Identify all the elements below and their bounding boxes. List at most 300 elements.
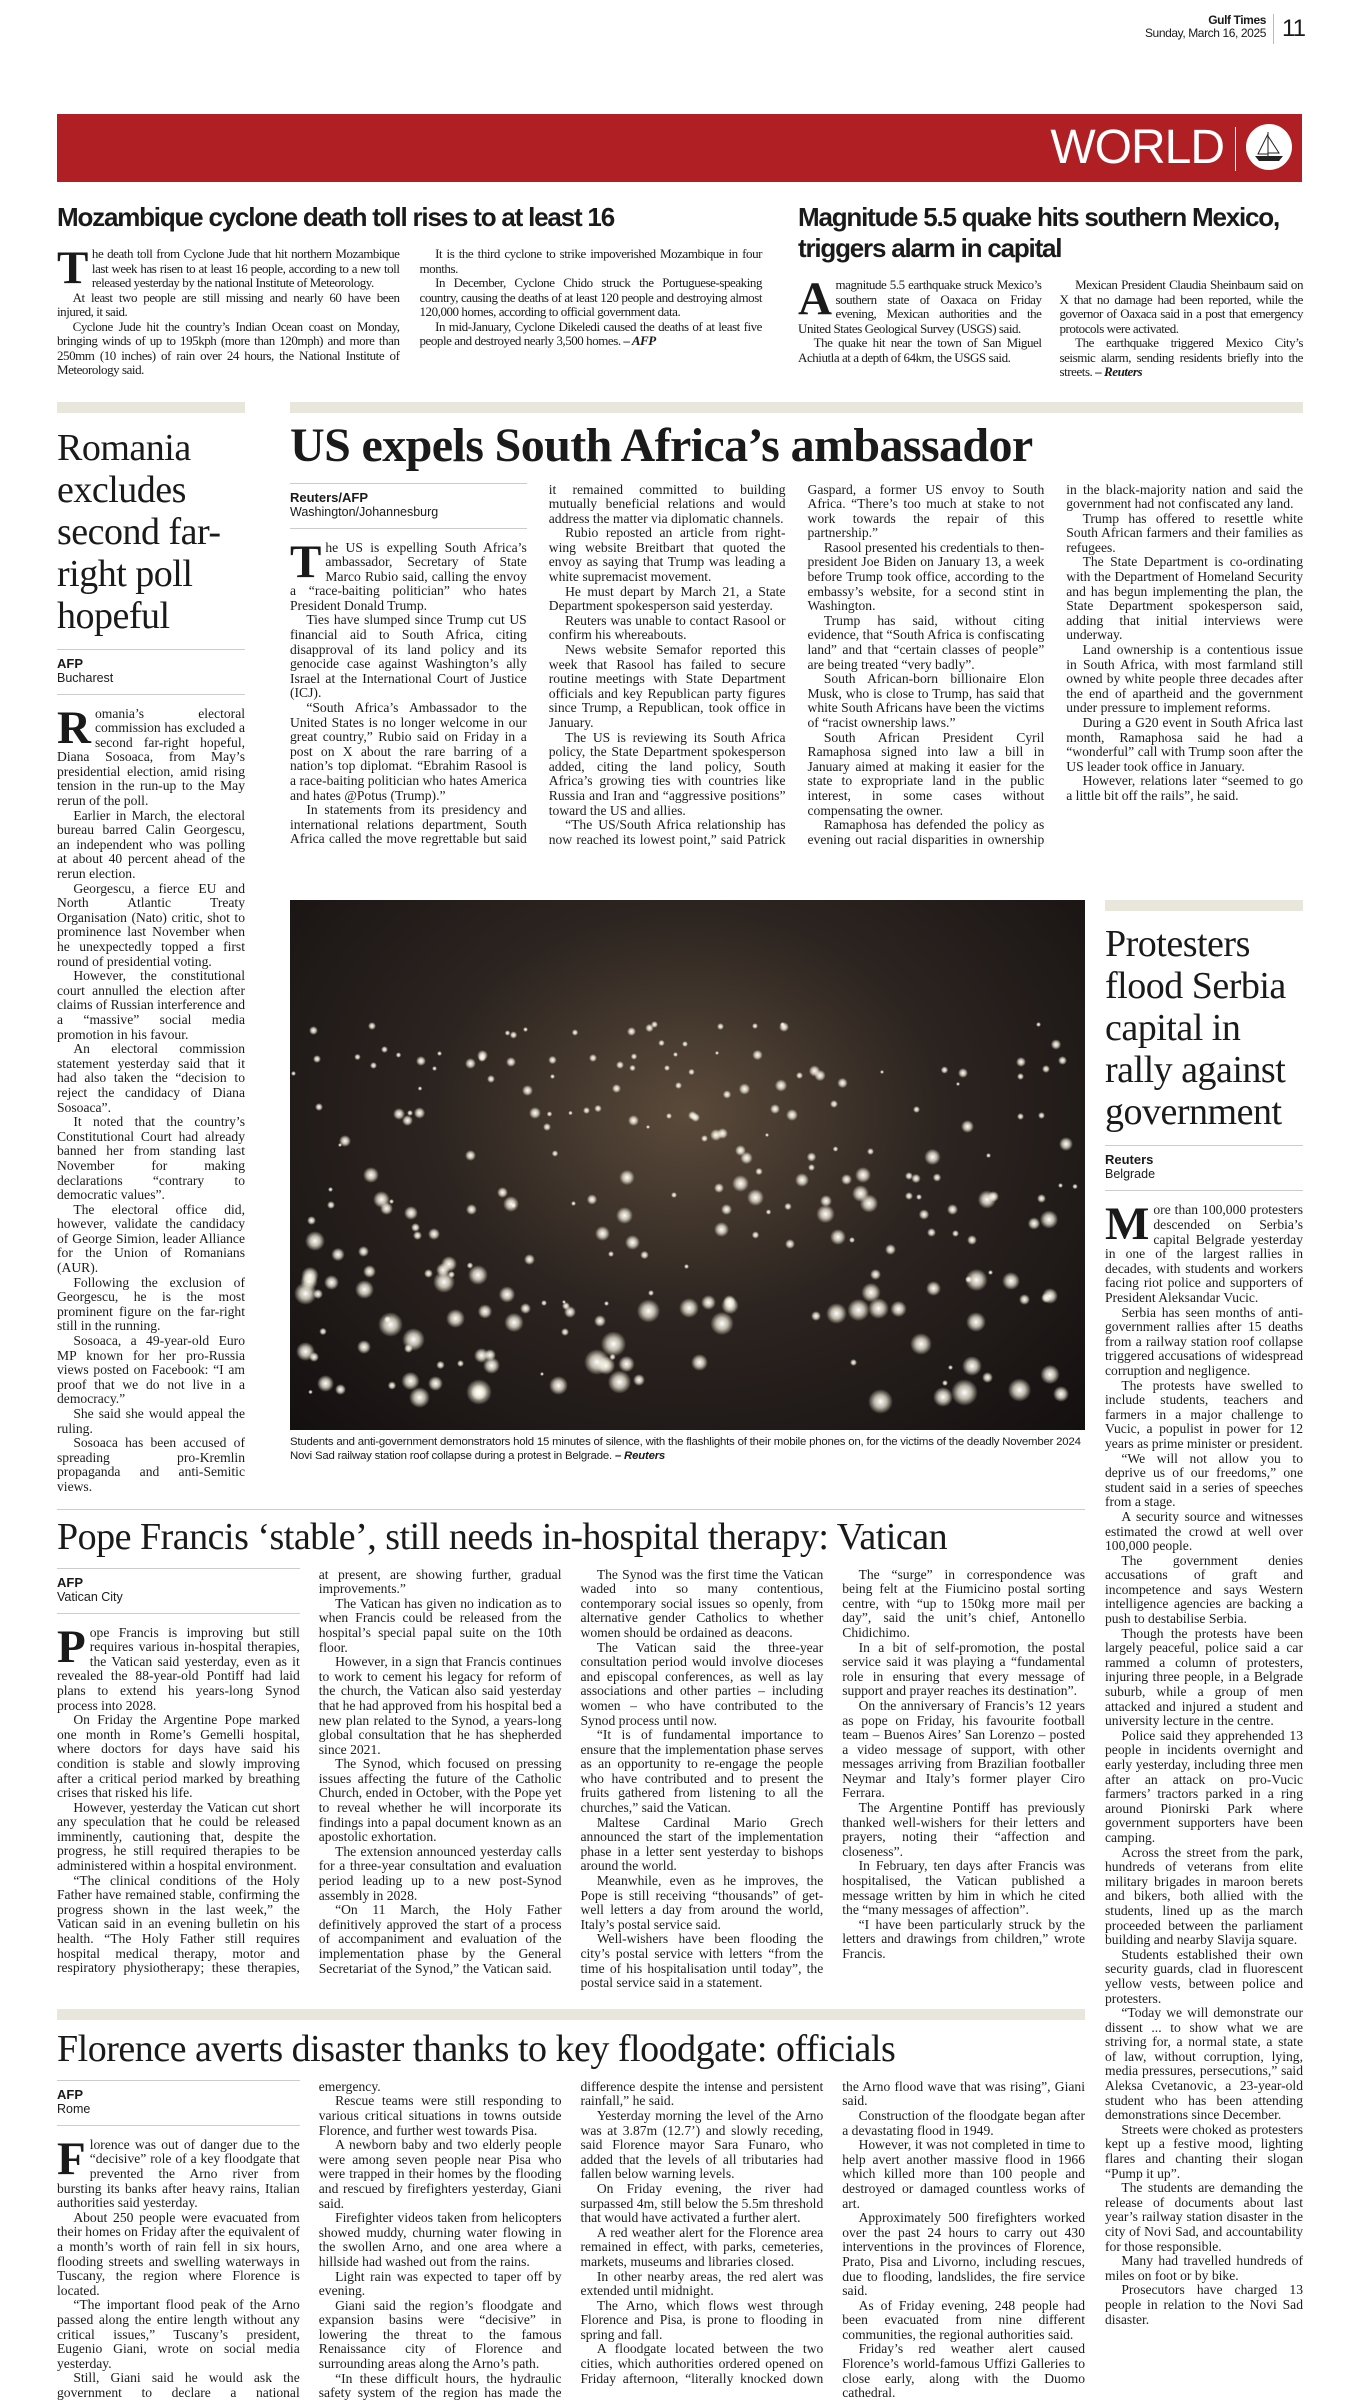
paragraph — [1066, 512, 1303, 556]
paragraph — [842, 1568, 1085, 1641]
phone-light — [675, 1082, 682, 1089]
phone-light — [952, 1230, 959, 1237]
paragraph-text: “South Africa’s Ambassador to the United States is no longer welcome in our great country,” Rubio said on Friday in a post on X about the rare barring of a nation’s top diplomat. “Ebrahim Rasool is a race-baiting politician who hates America and hates @Potus (Trump).” — [290, 700, 527, 803]
paragraph — [57, 320, 400, 378]
paragraph — [57, 2211, 300, 2299]
paragraph-text: The death toll from Cyclone Jude that hit northern Mozambique last week has risen to at least 16 people, according to a new toll released yesterday by the national Institute of Meteorology. — [57, 242, 400, 294]
paragraph — [319, 1845, 562, 1903]
phone-light — [633, 1374, 645, 1386]
paragraph-text: Giani said the region’s floodgate and expansion basins were “decisive” in lowering the threat to the famous Renaissance city of Florence and surrounding areas along the Arno’s path. — [318, 2297, 562, 2372]
paragraph — [1060, 278, 1304, 336]
phone-light — [522, 1085, 532, 1095]
paragraph-text: Rubio reposted an article from right-wing website Breitbart that quoted the envoy as saying that Trump was leading a white supremacist movement. — [548, 525, 786, 585]
divider — [57, 1509, 1085, 1510]
phone-light — [608, 1251, 614, 1257]
phone-light — [466, 1379, 492, 1405]
phone-light — [795, 1173, 809, 1187]
phone-light — [1028, 1217, 1041, 1230]
phone-light — [396, 1052, 402, 1058]
paragraph-text: Ramaphosa has defended the policy as evening out racial disparities in ownership in the black-majority nation and said the government had not confiscated any land. — [807, 481, 1303, 847]
phone-light — [313, 1055, 321, 1063]
headline-pope: Pope Francis ‘stable’, still needs in-hospital therapy: Vatican — [57, 1515, 948, 1558]
phone-light — [688, 1069, 695, 1076]
agency: Reuters — [1105, 1152, 1154, 1168]
phone-light — [627, 1027, 636, 1036]
paragraph-text: Cyclone Jude hit the country’s Indian Ocean coast on Monday, bringing winds of up to 195kph (more than 120mph) and more than 250mm (10 inches) of rain over 24 hours, the National Institute of Meteorology said. — [57, 318, 400, 377]
caption-text: Students and anti-government demonstrators hold 15 minutes of silence, with the flashlights of their mobile phones on, for the victims of the deadly November 2024 Novi Sad railway station roof collapse during a protest in Belgrade. — [290, 1436, 1081, 1463]
phone-light — [418, 1086, 423, 1091]
paragraph — [842, 2342, 1085, 2400]
story-mexico — [798, 202, 1303, 380]
phone-light — [466, 1204, 477, 1215]
phone-light — [388, 1381, 396, 1389]
phone-light — [478, 1054, 486, 1062]
phone-light — [651, 1021, 658, 1028]
phone-light — [870, 1269, 881, 1280]
paragraph-text: On the anniversary of Francis’s 12 years as pope on Friday, his favourite football team – Buenos Aires’ San Lorenzo – posted a video message of support, with other messages arriving from Brazilian footballer Neymar and Italy’s former player Ciro Ferrara. — [842, 1697, 1085, 1801]
phone-light — [682, 1041, 688, 1047]
paragraph-text: “I have been particularly struck by the letters and drawings from children,” wrote Francis. — [842, 1916, 1085, 1961]
phone-light — [616, 1061, 624, 1069]
phone-light — [1042, 1288, 1058, 1304]
phone-light — [721, 1204, 732, 1215]
phone-light — [941, 1066, 948, 1073]
paragraph — [57, 701, 245, 809]
paragraph-text: Florence was out of danger due to the “decisive” role of a key floodgate that prevented the Arno river from bursting its banks after heavy rains, Italian authorities said yesterday. — [57, 2132, 300, 2211]
paragraph-text: The “surge” in correspondence was being felt at the Fiumicino postal sorting centre, with “up to 150kg more mail per day”, said the unit’s chief, Antonello Chidichimo. — [842, 1566, 1085, 1640]
paragraph-text: “On 11 March, the Holy Father definitively approved the start of a process of accompaniment and evaluation of the implementation phase by the General Secretariat of the Synod,” the Vatican said. — [318, 1902, 562, 1976]
phone-light — [524, 1254, 535, 1265]
paragraph — [57, 2132, 300, 2211]
paragraph-text: Maltese Cardinal Mario Grech announced the start of the implementation phase in a letter sent yesterday to bishops around the world. — [580, 1814, 824, 1874]
phone-light — [1038, 1112, 1045, 1119]
phone-light — [1037, 1194, 1045, 1202]
phone-light — [357, 1340, 371, 1354]
paragraph — [842, 2211, 1085, 2299]
paragraph-text: The electoral office did, however, validate the candidacy of George Simion, leader Alliance for the Union of Romanians (AUR). — [57, 1201, 245, 1276]
phone-light — [612, 1084, 621, 1093]
phone-light — [947, 1204, 958, 1215]
phone-light — [732, 1175, 749, 1192]
paragraph — [57, 969, 245, 1042]
paragraph — [1105, 1948, 1303, 2006]
phone-light — [786, 1109, 798, 1121]
paragraph-text: It is the third cyclone to strike impoverished Mozambique in four months. — [419, 246, 762, 276]
phone-light — [568, 1111, 573, 1116]
phone-light — [775, 1079, 788, 1092]
paragraph-text: The Synod, which focused on pressing issues affecting the future of the Catholic Church, ended in October, with the Pope yet to reveal whether he will incorporate its findings into a papal document known as an apostolic exhortation. — [318, 1756, 562, 1845]
phone-light — [378, 1312, 403, 1337]
paragraph — [549, 526, 786, 584]
phone-light — [358, 1246, 369, 1257]
byline — [57, 2080, 300, 2126]
photo-block — [290, 900, 1085, 1463]
phone-light — [717, 1023, 724, 1030]
phone-light — [967, 1235, 977, 1245]
paragraph-text: Earlier in March, the electoral bureau barred Calin Georgescu, an independent who was polling at about 40 percent ahead of the rerun election. — [57, 807, 245, 882]
paragraph-text: Rasool presented his credentials to then-president Joe Biden on January 13, a week before Trump took office, according to the embassy’s website, for a second stint in Washington. — [807, 539, 1045, 614]
phone-light — [368, 1022, 376, 1030]
paragraph-text: However, it was not completed in time to help avert another massive flood in 1966 which killed more than 100 people and destroyed or damaged countless works of art. — [842, 2137, 1085, 2211]
phone-light — [1059, 1137, 1073, 1151]
divider-bar — [290, 402, 1303, 413]
paragraph-text: Trump has offered to resettle white South African farmers and their families as refugees. — [1066, 510, 1303, 555]
phone-light — [691, 1354, 708, 1371]
paragraph-text: Across the street from the park, hundreds of veterans from elite military brigades in maroon berets and bikers, both allied with the students, lined up as the march proceeded between the parliament building and nearby Slavija square. — [1105, 1844, 1303, 1948]
phone-light — [679, 1298, 699, 1318]
phone-light — [628, 1115, 639, 1126]
phone-light — [335, 1384, 346, 1395]
paragraph — [1105, 2006, 1303, 2123]
paragraph — [1105, 2254, 1303, 2283]
phone-light — [583, 1107, 590, 1114]
phone-light — [691, 1113, 699, 1121]
byline — [57, 1568, 300, 1614]
paragraph — [1105, 1198, 1303, 1306]
article-romania — [57, 649, 245, 1495]
article-us-south-africa — [290, 483, 1303, 848]
phone-light — [1017, 1073, 1024, 1080]
phone-light — [826, 1303, 847, 1324]
phone-light — [595, 1226, 610, 1241]
phone-light — [833, 1146, 838, 1151]
phone-light — [1058, 1056, 1067, 1065]
headline-mexico: Magnitude 5.5 quake hits southern Mexico, triggers alarm in capital — [798, 202, 1280, 263]
phone-light — [664, 1065, 670, 1071]
phone-light — [988, 1191, 1000, 1203]
phone-light — [747, 1189, 764, 1206]
paragraph-text: She said she would appeal the ruling. — [57, 1406, 245, 1436]
phone-light — [465, 1150, 476, 1161]
paragraph-text: Approximately 500 firefighters worked over the past 24 hours to carry out 430 interventions in the provinces of Florence, Prato, Pisa and Livorno, including rescues, due to flooding, landslides, the fire service said. — [842, 2210, 1085, 2299]
phone-light — [506, 1057, 516, 1067]
story-serbia — [1105, 900, 1303, 2327]
article-credit: – Reuters — [1095, 364, 1143, 379]
dateline: Bucharest — [57, 670, 114, 685]
paragraph — [581, 1728, 824, 1816]
agency: Reuters/AFP — [290, 489, 369, 505]
phone-light — [951, 1379, 978, 1406]
phone-light — [814, 1070, 825, 1081]
paragraph — [581, 1568, 824, 1641]
phone-light — [910, 1333, 932, 1355]
issue-date: Sunday, March 16, 2025 — [1144, 25, 1266, 40]
paragraph-text: A red weather alert for the Florence area remained in effect, with parks, cemeteries, markets, museums and libraries closed. — [580, 2224, 824, 2269]
phone-light — [503, 1196, 518, 1211]
paragraph — [57, 1203, 245, 1276]
byline — [57, 649, 245, 695]
paragraph-text: Serbia has seen months of anti-government rallies after 15 deaths from a railway station roof collapse triggered accusations of widespread corruption and negligence. — [1105, 1304, 1303, 1378]
paragraph — [57, 1042, 245, 1115]
paragraph-text: However, in a sign that Francis continues to work to cement his legacy for reform of the church, the Vatican also said yesterday that he had approved from his hospital bed a new plan related to the Synod, a years-long global consultation that he has shepherded since 2021. — [318, 1654, 562, 1757]
paragraph-text: A security source and witnesses estimated the crowd at well over 100,000 people. — [1105, 1508, 1303, 1554]
phone-light — [363, 1265, 376, 1278]
phone-light — [446, 1309, 465, 1328]
paragraph — [808, 731, 1045, 819]
phone-light — [1036, 1022, 1041, 1027]
paragraph-text: The US is reviewing its South Africa policy, the State Department spokesperson added, citing the land policy, South Africa’s growing ties with countries like Russia and Iran and “aggressive positions” toward the US and allies. — [548, 729, 786, 818]
paragraph — [1105, 1510, 1303, 1554]
story-romania — [57, 402, 245, 1495]
phone-light — [317, 1375, 334, 1392]
paragraph — [842, 1641, 1085, 1699]
phone-light — [389, 1199, 394, 1204]
phone-light — [572, 1029, 578, 1035]
divider-bar — [1105, 900, 1303, 911]
phone-light — [916, 1194, 922, 1200]
phone-light — [880, 1070, 884, 1074]
phone-light — [296, 1342, 315, 1361]
masthead — [1145, 14, 1266, 39]
phone-light — [808, 1164, 815, 1171]
phone-light — [354, 1054, 361, 1061]
dateline: Vatican City — [57, 1589, 123, 1604]
phone-light — [616, 1207, 633, 1224]
paragraph-text: In other nearby areas, the red alert was extended until midnight. — [580, 2268, 824, 2299]
story-mozambique — [57, 202, 762, 378]
paragraph — [808, 614, 1045, 672]
paragraph — [1066, 716, 1303, 774]
paragraph — [549, 643, 786, 731]
paragraph-text: On Friday the Argentine Pope marked one month in Rome’s Gemelli hospital, where doctors for days have said his condition is stable and slowly improving after a critical period marked by breathing crises that risked his life. — [57, 1712, 300, 1801]
phone-light — [552, 1150, 559, 1157]
paragraph — [808, 672, 1045, 730]
phone-light — [594, 1315, 605, 1326]
paragraph-text: “Today we will demonstrate our dissent ... to show what we are striving for, a normal state, a state of law, without corruption, lying, media pressures, persecutions,” said Aleksa Cvetanovic, a 23-year-old student who has been attending demonstrations since December. — [1105, 2005, 1303, 2123]
paragraph-text: Sosoaca, a 49-year-old Euro MP known for her pro-Russia views posted on Facebook: “I am proof that we do not live in a democracy.” — [57, 1333, 245, 1407]
article-credit: – AFP — [623, 333, 656, 348]
phone-light — [684, 1264, 689, 1269]
phone-light — [404, 1206, 418, 1220]
paragraph-text: The earthquake triggered Mexico City’s seismic alarm, sending residents briefly into the streets. — [1059, 335, 1303, 379]
article-text — [57, 701, 245, 1495]
paragraph-text: In February, ten days after Francis was hospitalised, the Vatican published a message written by him in which he cited the “many messages of affection”. — [842, 1858, 1085, 1918]
phone-light — [540, 1372, 544, 1376]
paragraph — [842, 2299, 1085, 2343]
phone-light — [723, 1090, 731, 1098]
main-grid — [57, 402, 1303, 2401]
phone-light — [717, 1128, 728, 1139]
paragraph-text: The Argentine Pontiff has previously thanked well-wishers for their letters and prayers, noting their “affection and closeness”. — [842, 1800, 1085, 1859]
phone-light — [629, 1065, 636, 1072]
phone-light — [436, 1361, 444, 1369]
phone-light — [752, 1231, 760, 1239]
article-serbia — [1105, 1145, 1303, 2327]
paragraph-text: More than 100,000 protesters descended on Serbia’s capital Belgrade yesterday in one of the largest rallies in decades, with students and workers facing riot police and supporters of President Aleksandar Vucic. — [1105, 1198, 1303, 1306]
page-content — [57, 202, 1303, 2401]
phone-light — [740, 1152, 753, 1165]
phone-light — [1051, 1039, 1062, 1050]
paragraph-text: Sosoaca has been accused of spreading pro-Kremlin propaganda and anti-Semitic views. — [57, 1435, 245, 1494]
paragraph-text: The Arno, which flows west through Florence and Pisa, is prone to flooding in spring and fall. — [580, 2297, 824, 2342]
phone-light — [437, 1051, 442, 1056]
phone-light — [961, 1120, 974, 1133]
phone-light — [402, 1115, 413, 1126]
paragraph — [1105, 1627, 1303, 1729]
paragraph-text: However, relations later “seemed to go a little bit off the rails”, he said. — [1066, 773, 1303, 803]
phone-light — [1053, 1386, 1069, 1402]
paragraph — [57, 1334, 245, 1407]
paragraph — [319, 2094, 562, 2138]
phone-light — [401, 1372, 420, 1391]
paragraph-text: Construction of the floodgate began after a devastating flood in 1949. — [842, 2107, 1085, 2138]
paragraph — [842, 2138, 1085, 2211]
phone-light — [811, 1311, 821, 1321]
paragraph — [290, 613, 527, 701]
paragraph — [57, 1620, 300, 1714]
paragraph-text: Georgescu, a fierce EU and North Atlantic Treaty Organisation (Nato) critic, shot to prominence last November when he unexpectedly topped a first round of presidential voting. — [57, 880, 245, 969]
phone-light — [986, 1153, 991, 1158]
phone-light — [988, 1270, 993, 1275]
paragraph — [1105, 1379, 1303, 1452]
paragraph — [842, 1801, 1085, 1859]
paragraph — [842, 1699, 1085, 1801]
phone-light — [933, 1387, 953, 1407]
phone-light — [646, 1125, 650, 1129]
paragraph — [581, 2109, 824, 2182]
phone-light — [861, 1283, 880, 1302]
paragraph-text: Amagnitude 5.5 earthquake struck Mexico’s southern state of Oaxaca on Friday evening, Mexican authorities and the United States Geological Survey (USGS) said. — [798, 273, 1042, 336]
paragraph — [1105, 1729, 1303, 1846]
phone-light — [868, 1389, 894, 1415]
phone-light — [541, 1300, 547, 1306]
phone-light — [631, 1053, 637, 1059]
phone-light — [520, 1303, 531, 1314]
phone-light — [432, 1066, 437, 1071]
paragraph-text: The Vatican said the three-year consultation period would involve dioceses and episcopal conferences, as well as lay associations and other parties – including women – who have contributed to the Synod process until now. — [580, 1639, 824, 1728]
phone-light — [414, 1107, 425, 1118]
phone-light — [766, 1209, 771, 1214]
paragraph — [808, 541, 1045, 614]
headline-romania: Romania excludes second far-right poll hopeful — [57, 426, 221, 637]
protest-photo — [290, 900, 1085, 1430]
phone-light — [701, 1135, 708, 1142]
phone-light — [504, 1313, 523, 1332]
paragraph-text: Light rain was expected to taper off by evening. — [318, 2268, 562, 2299]
photo-credit: – Reuters — [614, 1450, 666, 1463]
paragraph-text: Streets were choked as protesters kept up a festive mood, lighting flares and chanting their slogan “Pump it up”. — [1105, 2121, 1303, 2181]
article-pope — [57, 1568, 1085, 1991]
phone-light — [529, 1107, 541, 1119]
phone-light — [637, 1299, 660, 1322]
phone-light — [640, 1251, 649, 1260]
paragraph-text: Following the exclusion of Georgescu, he is the most prominent figure on the far-right still in the running. — [57, 1274, 245, 1334]
phone-light — [309, 1026, 318, 1035]
byline — [290, 483, 527, 529]
top-stories — [57, 202, 1303, 380]
phone-light — [601, 1331, 626, 1356]
paragraph-text: In statements from its presidency and international relations department, South Africa called the move regrettable but said it remained committed to building mutually beneficial relations and would address the matter via diplomatic channels. — [290, 481, 786, 847]
story-us-south-africa — [290, 402, 1303, 870]
paragraph — [57, 882, 245, 970]
phone-light — [424, 1269, 433, 1278]
paragraph — [57, 291, 400, 320]
paragraph — [57, 1713, 300, 1801]
paragraph-text: A floodgate located between the two cities, which authorities ordered opened on Friday afternoon, “literally knocked down the Arno flood wave that was rising”, Giani said. — [580, 2078, 1085, 2386]
paragraph-text: However, yesterday the Vatican cut short any speculation that he could be released imminently, cautioning that, despite the progress, he still required therapies to be administered within a hospital environment. — [57, 1799, 300, 1874]
paragraph — [581, 1816, 824, 1874]
phone-light — [658, 1040, 665, 1047]
paragraph-text: The Synod was the first time the Vatican waded into so many contentious, contemporary social issues so openly, from alternative gender Catholics to whether women should be ordained as deacons. — [580, 1566, 824, 1640]
paragraph-text: Still, Giani said he would ask the government to declare a national emergency. — [57, 2078, 381, 2400]
dateline: Washington/Johannesburg — [290, 504, 439, 519]
phone-light — [752, 1050, 763, 1061]
paragraph — [581, 2299, 824, 2343]
phone-light — [308, 1390, 312, 1394]
paragraph — [57, 1276, 245, 1334]
paragraph-text: The Vatican has given no indication as to when Francis could be released from the hospital’s special papal suite on the 10th floor. — [318, 1595, 562, 1655]
phone-light — [328, 1187, 333, 1192]
phone-light — [710, 1312, 734, 1336]
paragraph — [420, 276, 763, 320]
paragraph — [57, 2298, 300, 2371]
phone-light — [315, 1103, 323, 1111]
phone-light — [905, 1192, 913, 1200]
paragraph-text: An electoral commission statement yesterday said that it had also taken the “decision to reject the candidacy of Diana Sosoaca”. — [57, 1041, 245, 1115]
phone-light — [671, 1192, 677, 1198]
paragraph-text: The protests have swelled to include students, teachers and farmers in a major challenge to Vucic, a populist in power for 12 years as prime minister or president. — [1105, 1377, 1303, 1451]
paragraph-text: He must depart by March 21, a State Department spokesperson said yesterday. — [548, 583, 786, 614]
paragraph-text: The extension announced yesterday calls for a three-year consultation and evaluation period leading up to a new post-Synod assembly in 2028. — [318, 1843, 562, 1903]
phone-light — [926, 1281, 941, 1296]
phone-light — [370, 1062, 377, 1069]
phone-light — [457, 1360, 463, 1366]
phone-light — [847, 1299, 870, 1322]
phone-light — [785, 1239, 795, 1249]
paragraph — [319, 2211, 562, 2269]
phone-light — [571, 1201, 576, 1206]
paragraph-text: Romania’s electoral commission has excluded a second far-right hopeful, Diana Sosoaca, from May’s presidential election, amid rising tension in the run-up to the May rerun of the poll. — [57, 701, 245, 809]
paragraph-text: Yesterday morning the level of the Arno was at 3.87m (12.7’) and slowly receding, said Florence mayor Sara Funaro, who added that the levels of all tributaries had fallen below warning levels. — [580, 2107, 824, 2182]
paragraph — [581, 2226, 824, 2270]
paragraph-text: Well-wishers have been flooding the city’s postal service with letters “from the time of his hospitalisation until today”, the postal service said in a statement. — [580, 1931, 824, 1991]
phone-light — [339, 1135, 351, 1147]
paragraph — [420, 247, 763, 276]
phone-light — [465, 1058, 476, 1069]
phone-light — [1042, 1065, 1050, 1073]
phone-light — [549, 1376, 568, 1395]
phone-light — [1040, 1365, 1059, 1384]
paragraph — [1105, 2123, 1303, 2181]
phone-light — [849, 1237, 855, 1243]
paragraph-text: Mexican President Claudia Sheinbaum said on X that no damage had been reported, while the governor of Oaxaca said in a post that emergency protocols were activated. — [1059, 277, 1303, 336]
dateline: Belgrade — [1105, 1167, 1156, 1182]
phone-light — [765, 1133, 769, 1137]
phone-light — [505, 1030, 510, 1035]
paragraph — [319, 1597, 562, 1655]
paragraph — [842, 2109, 1085, 2138]
phone-light — [416, 1056, 426, 1066]
phone-light — [714, 1222, 729, 1237]
article-mozambique — [57, 242, 762, 378]
phone-light — [913, 1106, 920, 1113]
phone-light — [701, 1295, 716, 1310]
story-pope — [57, 1495, 1085, 1991]
phone-light — [837, 1078, 848, 1089]
paragraph-text: As of Friday evening, 248 people had been evacuated from nine different communities, the regional authorities said. — [842, 2297, 1085, 2342]
paragraph — [1105, 1452, 1303, 1510]
phone-light — [911, 1174, 920, 1183]
agency: AFP — [57, 1574, 83, 1590]
paragraph — [581, 1641, 824, 1729]
paragraph-text: Pope Francis is improving but still requires various in-hospital therapies, the Vatican said yesterday, even as it revealed the 88-year-old Pontiff had laid plans to extend his years-long Synod process into 2028. — [57, 1620, 300, 1713]
phone-light — [755, 1168, 763, 1176]
phone-light — [589, 1054, 597, 1062]
paragraph-text: The government denies accusations of graft and incompetence and says Western intelligence agencies are backing a push to destabilise Serbia. — [1105, 1552, 1303, 1627]
headline-florence: Florence averts disaster thanks to key floodgate: officials — [57, 2027, 896, 2070]
phone-light — [604, 1301, 609, 1306]
paragraph — [57, 809, 245, 882]
